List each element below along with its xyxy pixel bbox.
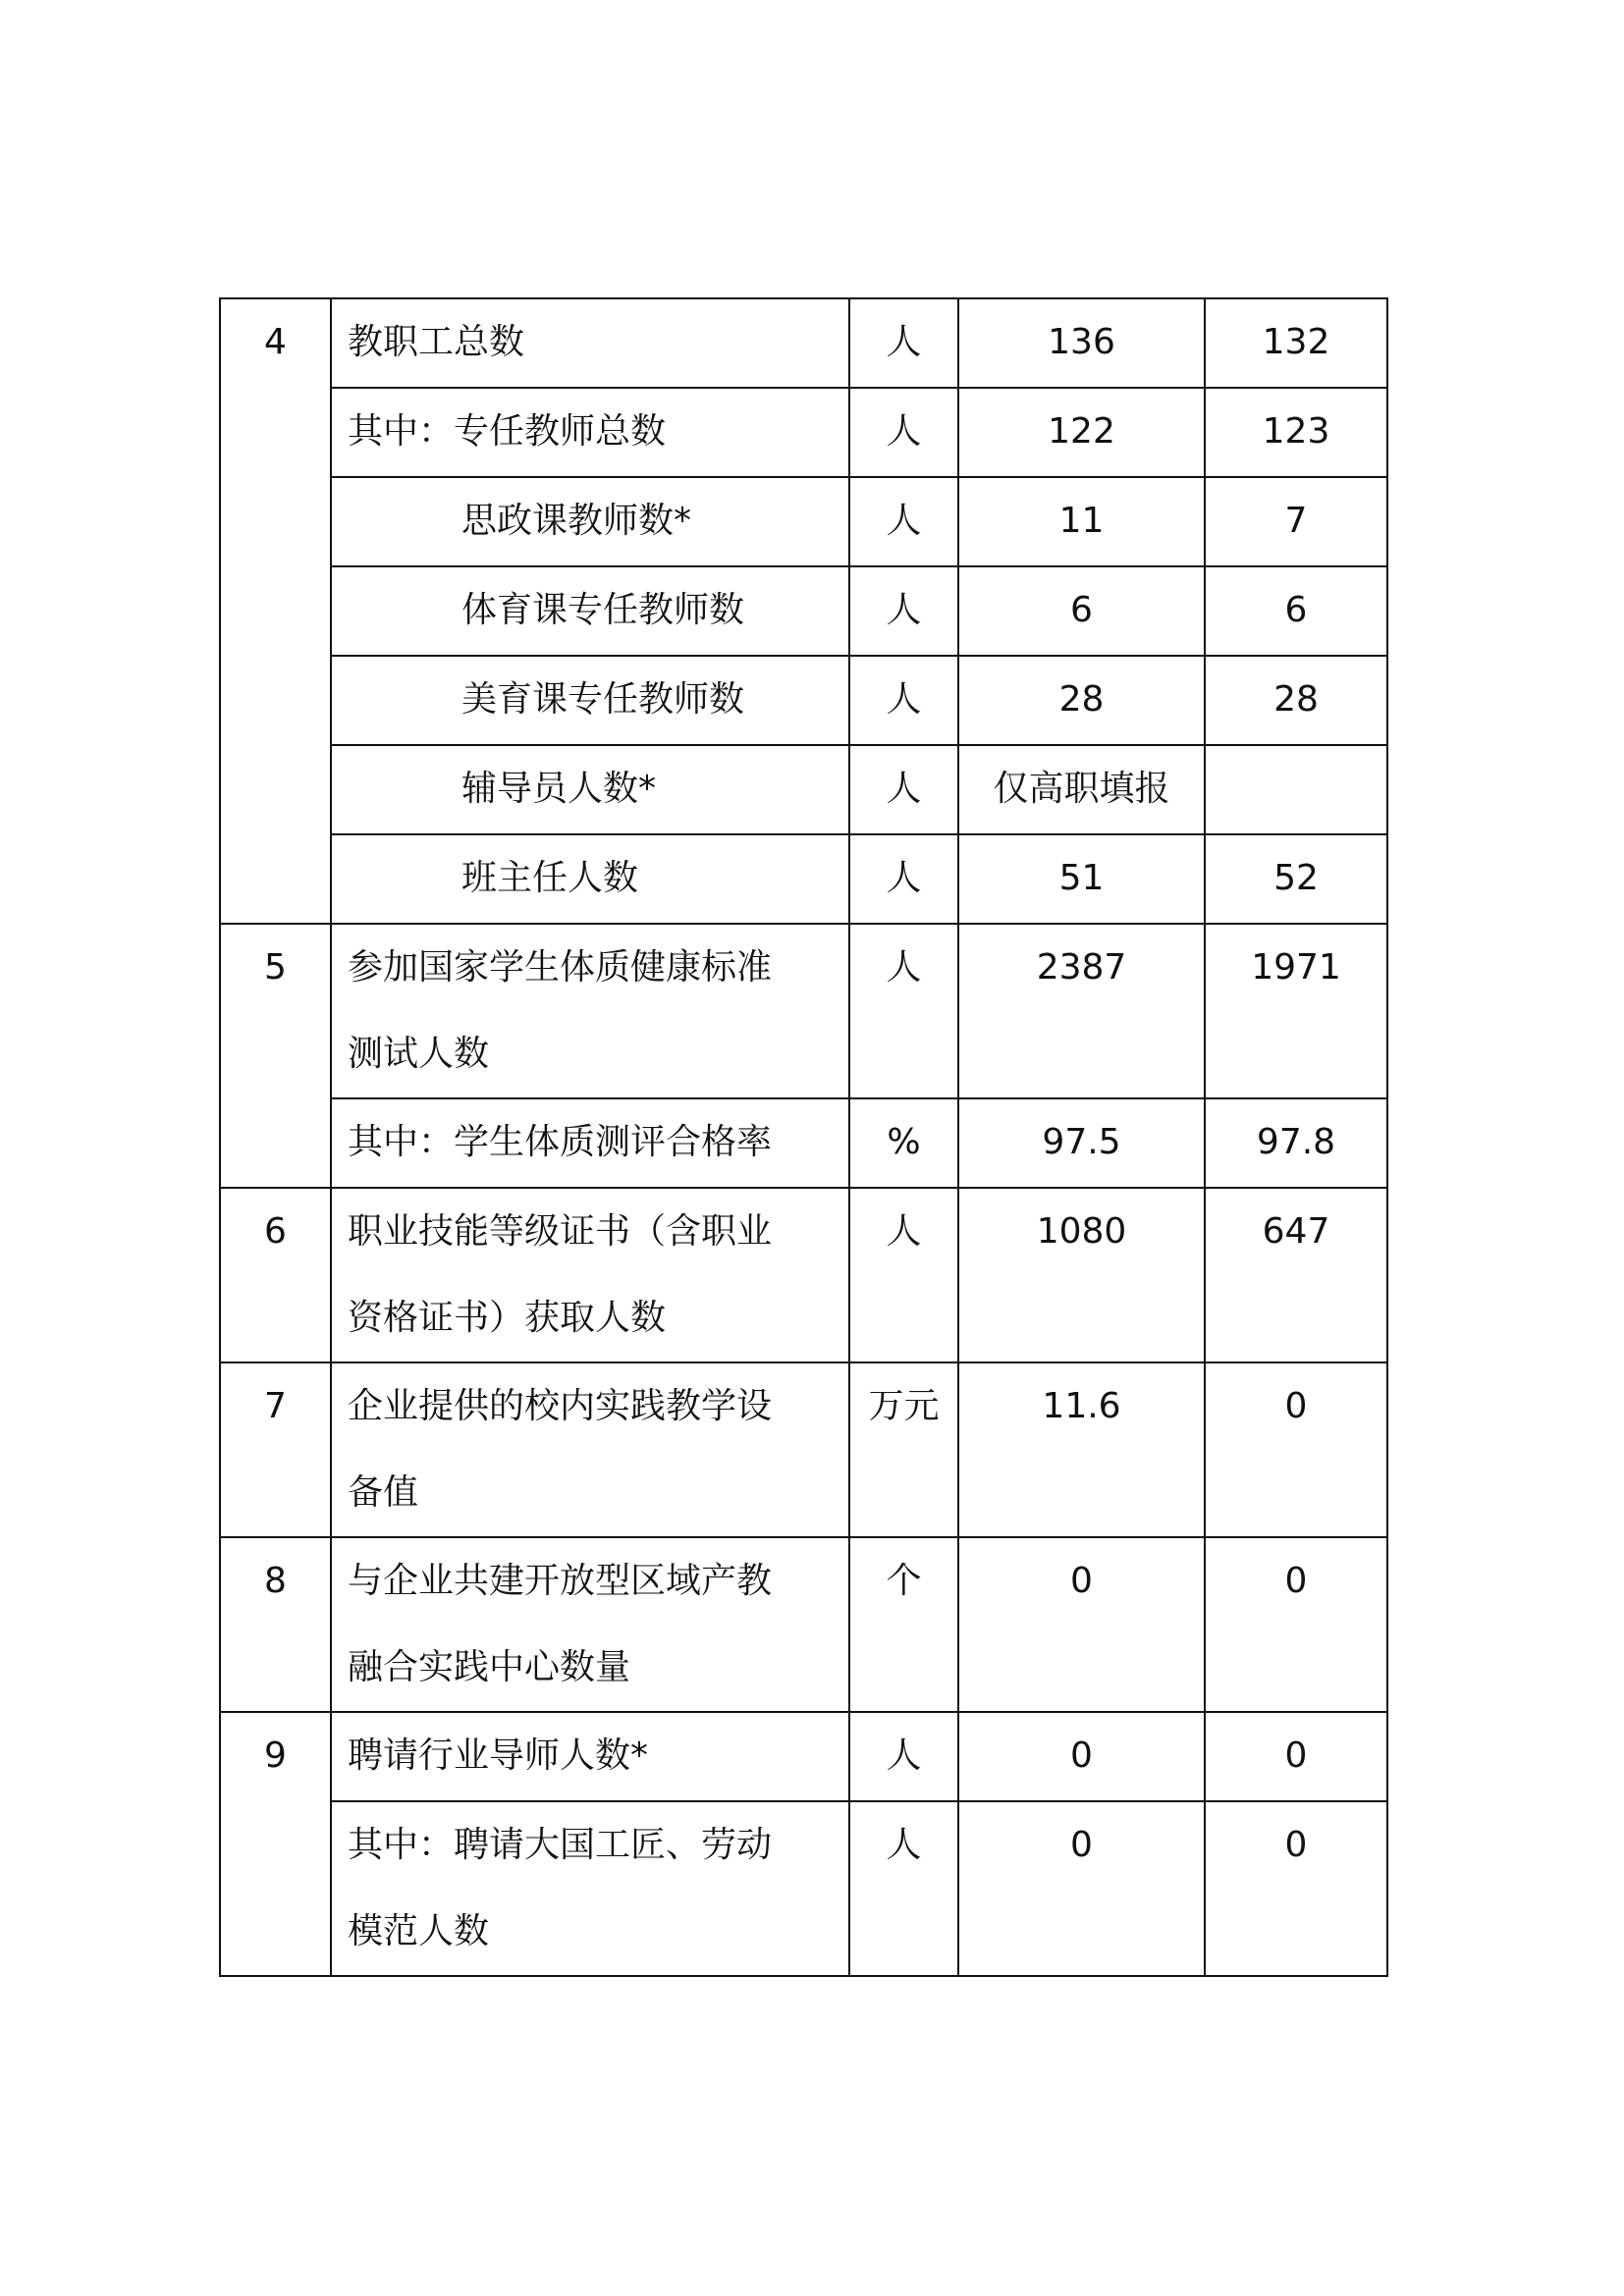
item-line: 资格证书）获取人数 (348, 1298, 667, 1338)
table-row (220, 566, 1387, 656)
value-cell-2: 0 (1205, 1362, 1387, 1537)
item-line: 参加国家学生体质健康标准 (348, 947, 773, 988)
value-cell-2: 0 (1205, 1801, 1387, 1976)
value-cell-1: 11 (958, 477, 1205, 566)
item-label: 美育课专任教师数 (331, 656, 849, 745)
value-cell-1: 0 (958, 1537, 1205, 1712)
value-cell-1: 136 (958, 298, 1205, 388)
table-row (220, 656, 1387, 745)
indicator-table (219, 297, 1388, 1977)
value-cell-1: 2387 (958, 924, 1205, 1098)
item-label: 聘请行业导师人数* (331, 1712, 849, 1801)
value-cell-2 (1205, 745, 1387, 834)
unit-cell: 人 (849, 566, 958, 656)
item-label (331, 1537, 849, 1712)
unit-cell: % (849, 1098, 958, 1188)
value-cell-1: 1080 (958, 1188, 1205, 1362)
value-cell-2: 7 (1205, 477, 1387, 566)
table-row (220, 388, 1387, 477)
value-cell-2: 52 (1205, 834, 1387, 924)
unit-cell: 人 (849, 1801, 958, 1976)
unit-cell: 人 (849, 924, 958, 1098)
item-label (331, 924, 849, 1098)
table-row (220, 1712, 1387, 1801)
row-number: 7 (220, 1362, 331, 1537)
unit-cell: 个 (849, 1537, 958, 1712)
item-label (331, 1362, 849, 1537)
item-label: 其中：专任教师总数 (331, 388, 849, 477)
value-cell-2: 132 (1205, 298, 1387, 388)
item-label: 思政课教师数* (331, 477, 849, 566)
table-row (220, 924, 1387, 1098)
table-row (220, 1801, 1387, 1976)
table-row (220, 1537, 1387, 1712)
value-cell-2: 0 (1205, 1712, 1387, 1801)
item-line: 与企业共建开放型区域产教 (348, 1561, 773, 1601)
unit-cell: 人 (849, 1712, 958, 1801)
row-number: 5 (220, 924, 331, 1188)
item-line: 职业技能等级证书（含职业 (348, 1211, 773, 1252)
unit-cell: 人 (849, 656, 958, 745)
unit-cell: 人 (849, 745, 958, 834)
item-label (331, 1188, 849, 1362)
value-cell-1: 122 (958, 388, 1205, 477)
value-cell-2: 123 (1205, 388, 1387, 477)
unit-cell: 人 (849, 834, 958, 924)
value-cell-2: 647 (1205, 1188, 1387, 1362)
item-label (331, 1801, 849, 1976)
item-line: 备值 (348, 1472, 419, 1513)
table-row (220, 834, 1387, 924)
value-cell-1: 51 (958, 834, 1205, 924)
item-line: 企业提供的校内实践教学设 (348, 1386, 773, 1426)
value-cell-2: 97.8 (1205, 1098, 1387, 1188)
value-cell-2: 0 (1205, 1537, 1387, 1712)
value-cell-1: 11.6 (958, 1362, 1205, 1537)
row-number: 4 (220, 298, 331, 924)
item-line: 测试人数 (348, 1034, 490, 1074)
value-cell-2: 28 (1205, 656, 1387, 745)
table-row (220, 477, 1387, 566)
row-number: 6 (220, 1188, 331, 1362)
value-cell-1: 0 (958, 1712, 1205, 1801)
item-label: 教职工总数 (331, 298, 849, 388)
item-line: 融合实践中心数量 (348, 1647, 631, 1687)
value-cell-1: 6 (958, 566, 1205, 656)
unit-cell: 人 (849, 298, 958, 388)
table-row (220, 745, 1387, 834)
table-row (220, 1188, 1387, 1362)
item-label: 辅导员人数* (331, 745, 849, 834)
item-line: 模范人数 (348, 1911, 490, 1951)
value-cell-1: 97.5 (958, 1098, 1205, 1188)
row-number: 8 (220, 1537, 331, 1712)
value-cell-2: 1971 (1205, 924, 1387, 1098)
unit-cell: 人 (849, 388, 958, 477)
value-cell-1: 28 (958, 656, 1205, 745)
table-row (220, 298, 1387, 388)
row-number: 9 (220, 1712, 331, 1976)
unit-cell: 万元 (849, 1362, 958, 1537)
item-label: 体育课专任教师数 (331, 566, 849, 656)
item-line: 其中：聘请大国工匠、劳动 (348, 1825, 773, 1865)
item-label: 其中：学生体质测评合格率 (331, 1098, 849, 1188)
unit-cell: 人 (849, 1188, 958, 1362)
table-row (220, 1362, 1387, 1537)
value-cell-2: 6 (1205, 566, 1387, 656)
unit-cell: 人 (849, 477, 958, 566)
value-cell-1: 0 (958, 1801, 1205, 1976)
value-cell-1: 仅高职填报 (958, 745, 1205, 834)
item-label: 班主任人数 (331, 834, 849, 924)
table-row (220, 1098, 1387, 1188)
